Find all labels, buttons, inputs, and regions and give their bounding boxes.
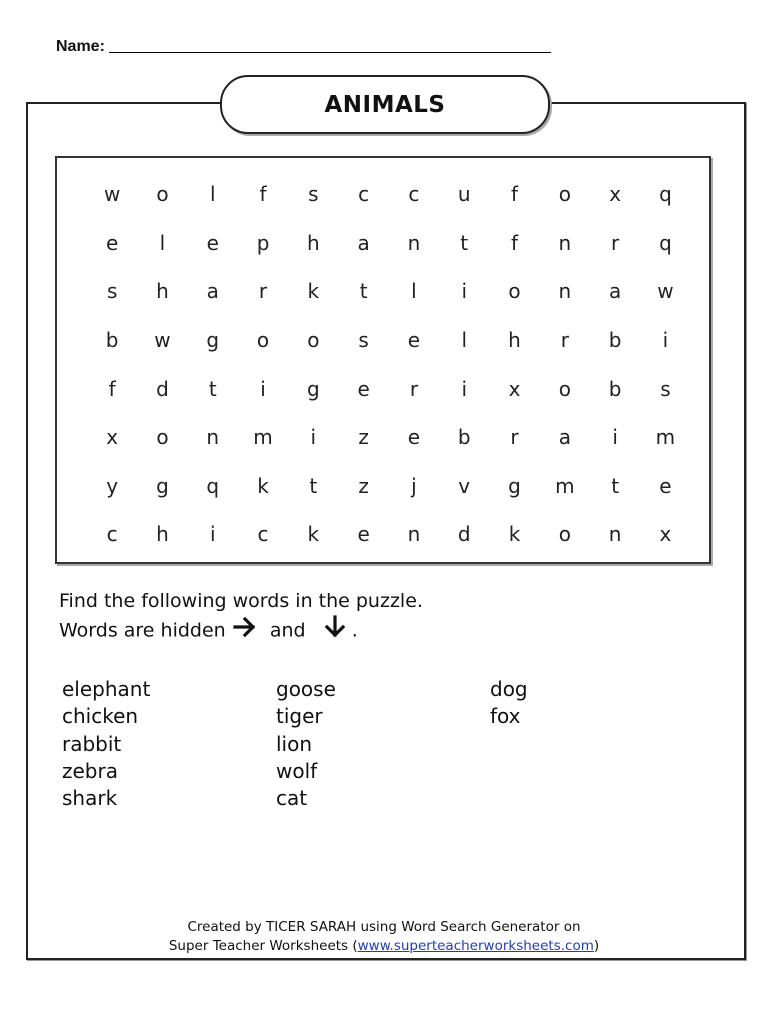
grid-cell: e xyxy=(105,230,119,255)
word-list-item: dog xyxy=(490,677,528,701)
grid-cell: r xyxy=(409,376,419,401)
grid-cell: x xyxy=(609,182,622,207)
word-list-item: zebra xyxy=(62,758,118,783)
word-list-item: goose xyxy=(276,677,336,701)
grid-cell: k xyxy=(307,279,320,304)
name-line xyxy=(109,51,551,53)
instructions-and: and xyxy=(269,619,306,642)
word-list-item: chicken xyxy=(62,704,139,729)
grid-cell: r xyxy=(258,279,268,304)
grid-cell: q xyxy=(206,473,220,498)
grid-cell: n xyxy=(608,522,622,547)
grid-cell: i xyxy=(461,376,467,401)
grid-cell: k xyxy=(307,522,320,547)
grid-cell: g xyxy=(508,473,521,498)
grid-cell: c xyxy=(358,182,370,207)
grid-cell: s xyxy=(358,328,369,353)
instructions-prefix: Words are hidden xyxy=(59,619,226,642)
grid-cell: x xyxy=(659,522,672,547)
grid-cell: i xyxy=(612,425,618,450)
page-title: ANIMALS xyxy=(324,91,446,118)
instructions-line-2 xyxy=(59,615,423,647)
word-list-item: tiger xyxy=(276,704,323,729)
grid-cell: e xyxy=(357,522,370,547)
word-search-grid-box xyxy=(55,156,711,564)
grid-cell: c xyxy=(408,182,420,207)
instructions-end: . xyxy=(351,619,358,642)
word-list-item: rabbit xyxy=(62,731,122,756)
grid-cell: l xyxy=(209,182,216,207)
grid-cell: a xyxy=(357,230,370,255)
grid-cell: c xyxy=(106,522,118,547)
word-list-item: fox xyxy=(490,704,521,729)
grid-cell: k xyxy=(257,473,269,498)
grid-cell: l xyxy=(159,230,166,255)
grid-cell: e xyxy=(407,425,421,450)
grid-cell: e xyxy=(407,328,421,353)
arrow-right-icon xyxy=(232,616,258,646)
grid-cell: i xyxy=(662,328,669,353)
grid-cell: b xyxy=(457,425,471,450)
grid-cell: z xyxy=(358,473,369,498)
grid-cell: w xyxy=(154,328,171,353)
grid-cell: m xyxy=(555,473,575,498)
grid-cell: o xyxy=(307,328,320,353)
word-list-item: lion xyxy=(276,731,313,756)
word-list xyxy=(62,676,640,812)
footer-prefix: Super Teacher Worksheets ( xyxy=(168,938,358,954)
grid-cell: g xyxy=(206,328,220,353)
grid-cell: h xyxy=(306,230,320,255)
grid-cell: t xyxy=(460,230,469,255)
name-row xyxy=(56,38,551,56)
grid-cell: z xyxy=(358,425,369,450)
grid-cell: d xyxy=(457,522,471,547)
grid-cell: f xyxy=(511,230,519,255)
grid-cell: b xyxy=(608,328,622,353)
grid-cell: j xyxy=(411,473,417,498)
grid-cell: x xyxy=(106,425,119,450)
grid-cell: s xyxy=(660,376,671,401)
grid-cell: n xyxy=(558,279,572,304)
grid-cell: h xyxy=(156,279,169,304)
grid-cell: r xyxy=(510,425,519,450)
grid-cell: o xyxy=(508,279,521,304)
grid-cell: g xyxy=(306,376,320,401)
footer xyxy=(26,918,742,956)
grid-cell: i xyxy=(310,425,317,450)
grid-cell: b xyxy=(608,376,622,401)
grid-cell: l xyxy=(461,328,467,353)
grid-cell: i xyxy=(461,279,467,304)
grid-cell: u xyxy=(457,182,471,207)
grid-cell: m xyxy=(655,425,676,450)
grid-cell: b xyxy=(105,328,119,353)
word-list-item: elephant xyxy=(62,677,151,701)
grid-cell: t xyxy=(208,376,217,401)
grid-cell: i xyxy=(209,522,216,547)
grid-cell: e xyxy=(357,376,370,401)
grid-cell: f xyxy=(259,182,267,207)
grid-cell: o xyxy=(558,182,571,207)
grid-cell: a xyxy=(206,279,219,304)
grid-cell: o xyxy=(558,376,571,401)
grid-cell: g xyxy=(156,473,169,498)
grid-cell: h xyxy=(508,328,521,353)
grid-cell: n xyxy=(558,230,572,255)
grid-cell: s xyxy=(308,182,319,207)
grid-cell: f xyxy=(511,182,519,207)
grid-cell: m xyxy=(253,425,273,450)
grid-cell: n xyxy=(407,522,421,547)
grid-cell: n xyxy=(407,230,421,255)
grid-cell: o xyxy=(558,522,571,547)
arrow-down-icon xyxy=(324,615,346,647)
footer-line-2 xyxy=(26,937,742,956)
grid-cell: y xyxy=(106,473,119,498)
grid-cell: f xyxy=(108,376,116,401)
grid-cell: w xyxy=(657,279,674,304)
grid-cell: h xyxy=(156,522,169,547)
grid-cell: e xyxy=(659,473,672,498)
grid-cell: r xyxy=(611,230,620,255)
word-search-grid xyxy=(87,170,691,559)
title-banner xyxy=(220,75,550,134)
instructions xyxy=(59,588,423,647)
grid-cell: c xyxy=(257,522,269,547)
grid-cell: t xyxy=(309,473,318,498)
grid-cell: r xyxy=(560,328,569,353)
name-label: Name: xyxy=(56,38,105,55)
grid-cell: a xyxy=(608,279,622,304)
footer-line-1: Created by TICER SARAH using Word Search Generator on xyxy=(187,919,581,935)
grid-cell: o xyxy=(256,328,270,353)
grid-cell: w xyxy=(103,182,121,207)
grid-cell: i xyxy=(260,376,266,401)
grid-cell: t xyxy=(359,279,368,304)
grid-cell: e xyxy=(206,230,219,255)
footer-suffix: ) xyxy=(593,938,600,954)
footer-link[interactable]: www.superteacherworksheets.com xyxy=(357,938,594,954)
instructions-line-1: Find the following words in the puzzle. xyxy=(59,590,423,612)
word-list-item: cat xyxy=(276,786,308,811)
grid-cell: v xyxy=(458,473,471,498)
word-list-item: wolf xyxy=(276,758,318,783)
grid-cell: a xyxy=(558,425,571,450)
word-list-item: shark xyxy=(62,786,118,811)
grid-cell: l xyxy=(411,279,417,304)
grid-cell: o xyxy=(156,182,169,207)
grid-cell: k xyxy=(508,522,521,547)
grid-cell: d xyxy=(156,376,169,401)
grid-cell: p xyxy=(256,230,270,255)
grid-cell: s xyxy=(106,279,118,304)
grid-cell: t xyxy=(611,473,620,498)
grid-cell: q xyxy=(659,182,672,207)
grid-cell: n xyxy=(206,425,220,450)
grid-cell: q xyxy=(659,230,672,255)
grid-cell: o xyxy=(156,425,169,450)
grid-cell: x xyxy=(508,376,521,401)
